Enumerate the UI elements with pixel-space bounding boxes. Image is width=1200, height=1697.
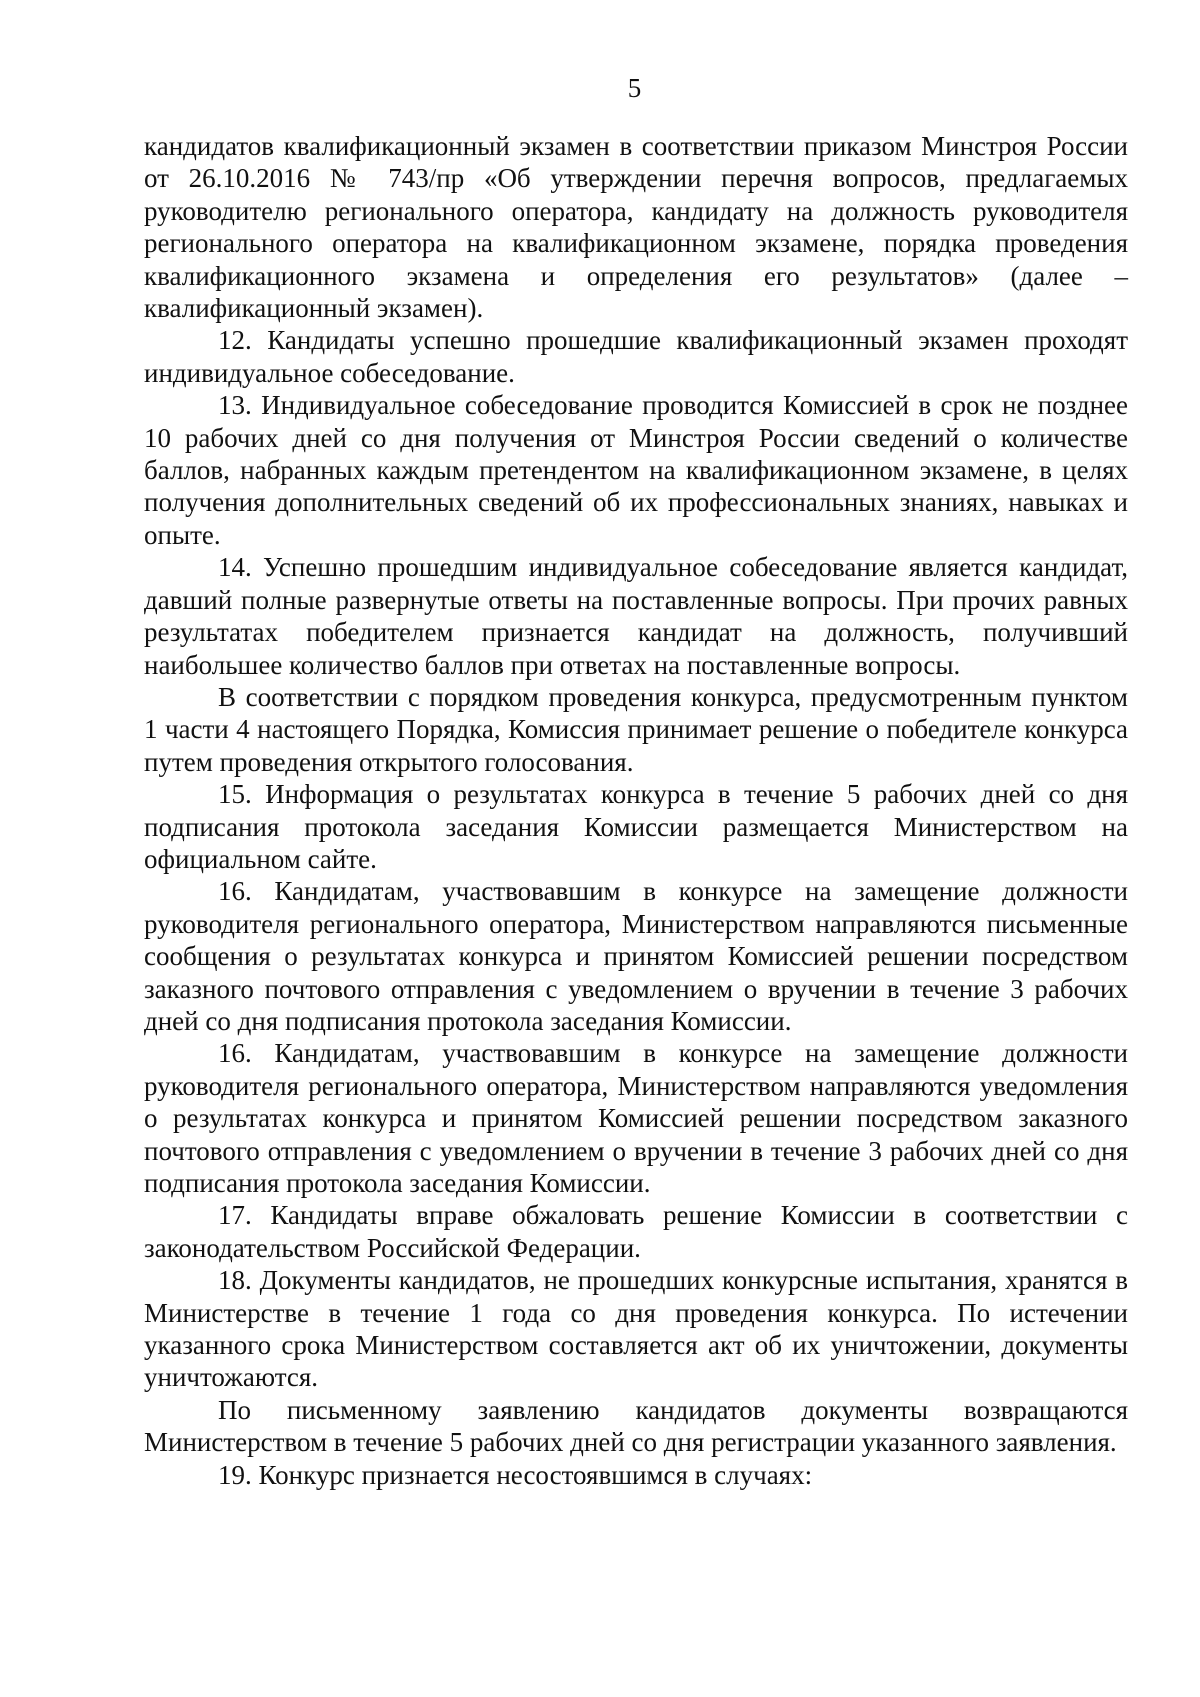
paragraph-13: 13. Индивидуальное собеседование проводится Комиссией в срок не позднее 10 рабочих дней со дня получения от Минстроя России сведений о количестве баллов, набранных каждым претендентом на квалификационном экзамене, в целях получения дополнительных сведений об их профессиональных знаниях, навыках и опыте. (144, 390, 1128, 550)
paragraph-18: 18. Документы кандидатов, не прошедших конкурсные испытания, хранятся в Министерстве в течение 1 года со дня проведения конкурса. По истечении указанного срока Министерством составляется акт об их уничтожении, документы уничтожаются. (144, 1265, 1128, 1393)
paragraph-19: 19. Конкурс признается несостоявшимся в случаях: (218, 1459, 813, 1490)
paragraph-continuation: кандидатов квалификационный экзамен в соответствии приказом Минстроя России от 26.10.2016 № 743/пр «Об утверждении перечня вопросов, предлагаемых руководителю регионального оператора, кандидату на должность руководителя регионального оператора на квалификационном экзамене, порядка проведения квалификационного экзамена и определения его результатов» (далее – квалификационный экзамен). (144, 131, 1128, 324)
page-number: 5 (627, 73, 642, 103)
document-body (144, 130, 1128, 1491)
paragraph-15: 15. Информация о результатах конкурса в течение 5 рабочих дней со дня подписания протокола заседания Комиссии размещается Министерством на официальном сайте. (144, 779, 1128, 874)
paragraph-16-second: 16. Кандидатам, участвовавшим в конкурсе на замещение должности руководителя регионального оператора, Министерством направляются уведомления о результатах конкурса и принятом Комиссией решении посредством заказного почтового отправления с уведомлением о вручении в течение 3 рабочих дней со дня подписания протокола заседания Комиссии. (144, 1038, 1128, 1198)
paragraph-14-decision: В соответствии с порядком проведения конкурса, предусмотренным пунктом 1 части 4 настоящего Порядка, Комиссия принимает решение о победителе конкурса путем проведения открытого голосования. (144, 681, 1128, 777)
paragraph-14: 14. Успешно прошедшим индивидуальное собеседование является кандидат, давший полные развернутые ответы на поставленные вопросы. При прочих равных результатах победителем признается кандидат на должность, получивший наибольшее количество баллов при ответах на поставленные вопросы. (144, 552, 1128, 680)
paragraph-16-first: 16. Кандидатам, участвовавшим в конкурсе на замещение должности руководителя регионального оператора, Министерством направляются письменные сообщения о результатах конкурса и принятом Комиссией решении посредством заказного почтового отправления с уведомлением о вручении в течение 3 рабочих дней со дня подписания протокола заседания Комиссии. (144, 876, 1128, 1036)
paragraph-17: 17. Кандидаты вправе обжаловать решение Комиссии в соответствии с законодательством Российской Федерации. (144, 1200, 1128, 1263)
paragraph-12: 12. Кандидаты успешно прошедшие квалификационный экзамен проходят индивидуальное собеседование. (144, 325, 1128, 388)
paragraph-18-return: По письменному заявлению кандидатов документы возвращаются Министерством в течение 5 рабочих дней со дня регистрации указанного заявления. (144, 1394, 1128, 1458)
